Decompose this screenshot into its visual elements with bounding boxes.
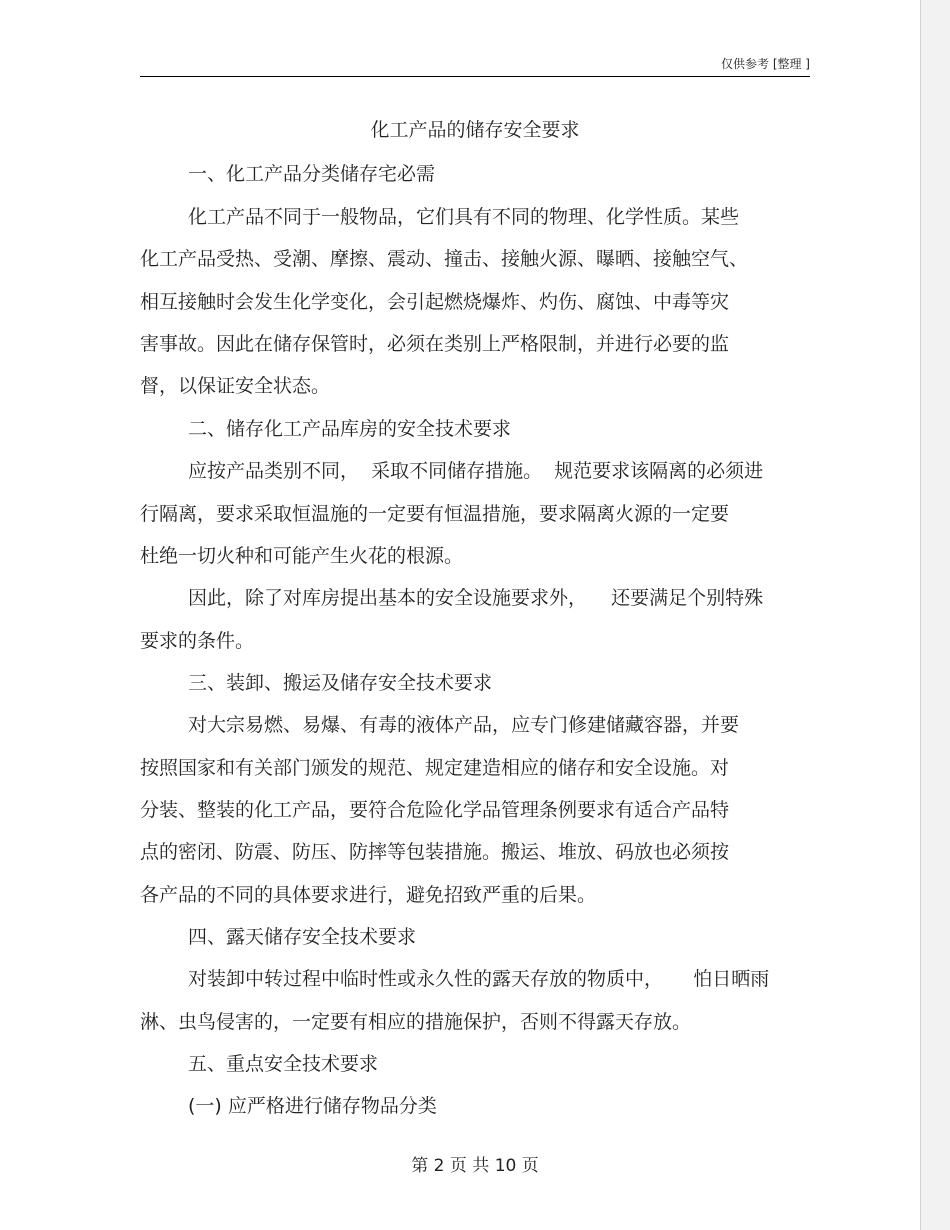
paragraph-line: 应按产品类别不同， 采取不同储存措施。 规范要求该隔离的必须进 <box>188 460 764 482</box>
paragraph-line: 按照国家和有关部门颁发的规范、规定建造相应的储存和安全设施。对 <box>140 757 730 779</box>
header-note: 仅供参考 [整理 ] <box>721 57 810 71</box>
page-footer: 第 2 页 共 10 页 <box>411 1156 539 1176</box>
paragraph-line: 各产品的不同的具体要求进行，避免招致严重的后果。 <box>140 884 597 906</box>
paragraph-line: 行隔离，要求采取恒温施的一定要有恒温措施，要求隔离火源的一定要 <box>140 503 730 525</box>
paragraph-line: 杜绝一切火种和可能产生火花的根源。 <box>140 545 464 567</box>
subsection-heading: (一) 应严格进行储存物品分类 <box>188 1095 437 1117</box>
paragraph-line: 化工产品受热、受潮、摩擦、震动、撞击、接触火源、曝晒、接触空气、 <box>140 248 749 270</box>
paragraph-line: 督，以保证安全状态。 <box>140 375 331 397</box>
section-heading-2: 二、储存化工产品库房的安全技术要求 <box>188 418 512 440</box>
paragraph-line: 要求的条件。 <box>140 630 255 652</box>
paragraph-line: 对装卸中转过程中临时性或永久性的露天存放的物质中， 怕日晒雨 <box>188 968 770 990</box>
paragraph-line: 点的密闭、防震、防压、防摔等包装措施。搬运、堆放、码放也必须按 <box>140 841 730 863</box>
page-header <box>140 56 810 77</box>
section-heading-3: 三、装卸、搬运及储存安全技术要求 <box>188 672 493 694</box>
paragraph-line: 因此，除了对库房提出基本的安全设施要求外， 还要满足个别特殊 <box>188 587 764 609</box>
paragraph-line: 分装、整装的化工产品，要符合危险化学品管理条例要求有适合产品特 <box>140 799 730 821</box>
paragraph-line: 淋、虫鸟侵害的，一定要有相应的措施保护，否则不得露天存放。 <box>140 1011 692 1033</box>
section-heading-1: 一、化工产品分类储存宅必需 <box>188 163 436 185</box>
paragraph-line: 害事故。因此在储存保管时，必须在类别上严格限制，并进行必要的监 <box>140 333 730 355</box>
paragraph-line: 对大宗易燃、易爆、有毒的液体产品，应专门修建储藏容器，并要 <box>188 714 740 736</box>
paragraph-line: 化工产品不同于一般物品，它们具有不同的物理、化学性质。某些 <box>188 206 740 228</box>
document-title: 化工产品的储存安全要求 <box>370 119 580 141</box>
paragraph-line: 相互接触时会发生化学变化，会引起燃烧爆炸、灼伤、腐蚀、中毒等灾 <box>140 291 730 313</box>
section-heading-4: 四、露天储存安全技术要求 <box>188 926 417 948</box>
section-heading-5: 五、重点安全技术要求 <box>188 1053 379 1075</box>
